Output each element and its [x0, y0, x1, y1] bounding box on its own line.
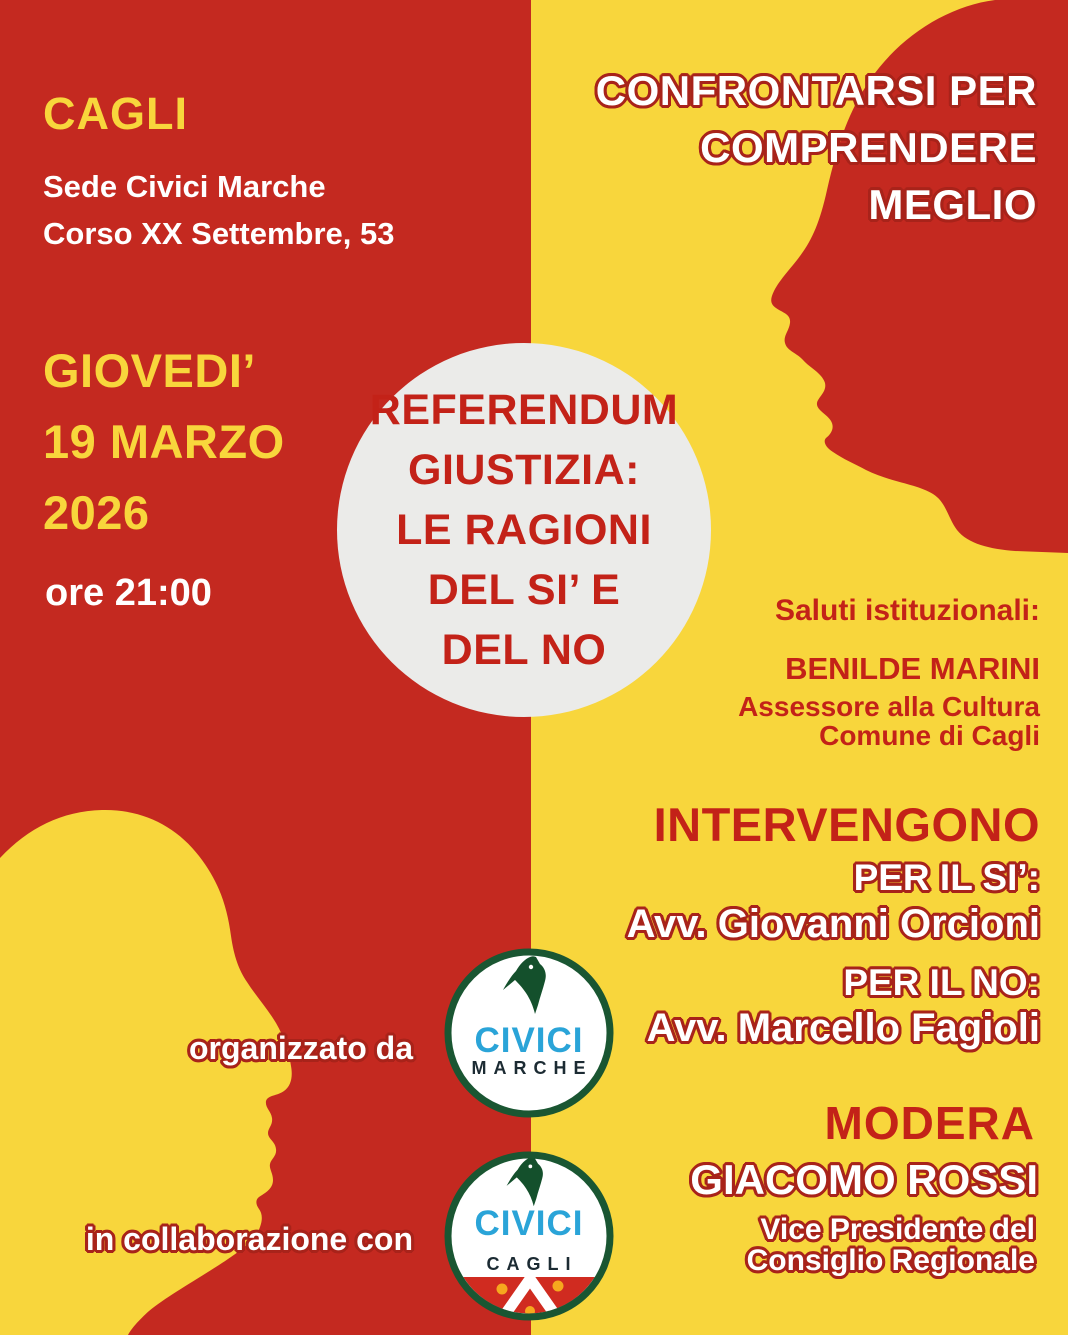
logo-subtitle: CAGLI — [486, 1254, 578, 1274]
organized-by-label: organizzato da — [188, 1030, 413, 1066]
civici-cagli-logo — [444, 1151, 614, 1321]
dot-icon — [497, 1284, 508, 1295]
title-circle — [337, 343, 711, 717]
greetings-role-line2: Comune di Cagli — [819, 720, 1040, 751]
event-date — [43, 335, 285, 548]
date-weekday: GIOVEDI’ — [43, 344, 256, 397]
date-year: 2026 — [43, 486, 150, 539]
title-line: GIUSTIZIA: — [408, 446, 640, 494]
logo-title: CIVICI — [474, 1021, 584, 1060]
speaker-no-name: Avv. Marcello Fagioli — [646, 1006, 1040, 1050]
moderator-role-line1: Vice Presidente del — [760, 1213, 1035, 1246]
event-time: ore 21:00 — [45, 572, 212, 614]
speakers-heading: INTERVENGONO — [653, 798, 1040, 851]
venue-line1: Sede Civici Marche — [43, 169, 326, 204]
speaker-yes-label: PER IL SI’: — [853, 857, 1040, 898]
moderator-heading: MODERA — [824, 1097, 1035, 1149]
city-name: CAGLI — [43, 88, 188, 139]
speaker-no-label: PER IL NO: — [843, 962, 1040, 1003]
greetings-label: Saluti istituzionali: — [774, 594, 1040, 627]
dot-icon — [553, 1281, 564, 1292]
tagline-line3: MEGLIO — [868, 181, 1037, 228]
moderator-role — [747, 1214, 1035, 1276]
tagline-line1: CONFRONTARSI PER — [595, 67, 1037, 114]
date-day-month: 19 MARZO — [43, 415, 285, 468]
venue-address — [43, 163, 394, 257]
civici-marche-logo — [444, 948, 614, 1118]
speaker-yes-name: Avv. Giovanni Orcioni — [626, 902, 1040, 946]
logo-title: CIVICI — [474, 1204, 584, 1243]
tagline — [596, 62, 1037, 233]
greetings-role-line1: Assessore alla Cultura — [738, 691, 1040, 722]
moderator-name: GIACOMO ROSSI — [690, 1156, 1038, 1203]
title-line: LE RAGIONI — [396, 506, 652, 554]
venue-line2: Corso XX Settembre, 53 — [43, 216, 395, 251]
greetings-role — [738, 692, 1040, 750]
title-line: DEL SI’ E — [427, 566, 621, 614]
moderator-role-line2: Consiglio Regionale — [746, 1244, 1035, 1277]
greetings-name: BENILDE MARINI — [785, 651, 1040, 686]
logo-subtitle: MARCHE — [471, 1058, 593, 1078]
title-line: REFERENDUM — [369, 386, 679, 434]
tagline-line2: COMPRENDERE — [700, 124, 1037, 171]
title-line: DEL NO — [441, 626, 607, 674]
collaboration-label: in collaborazione con — [85, 1221, 413, 1257]
